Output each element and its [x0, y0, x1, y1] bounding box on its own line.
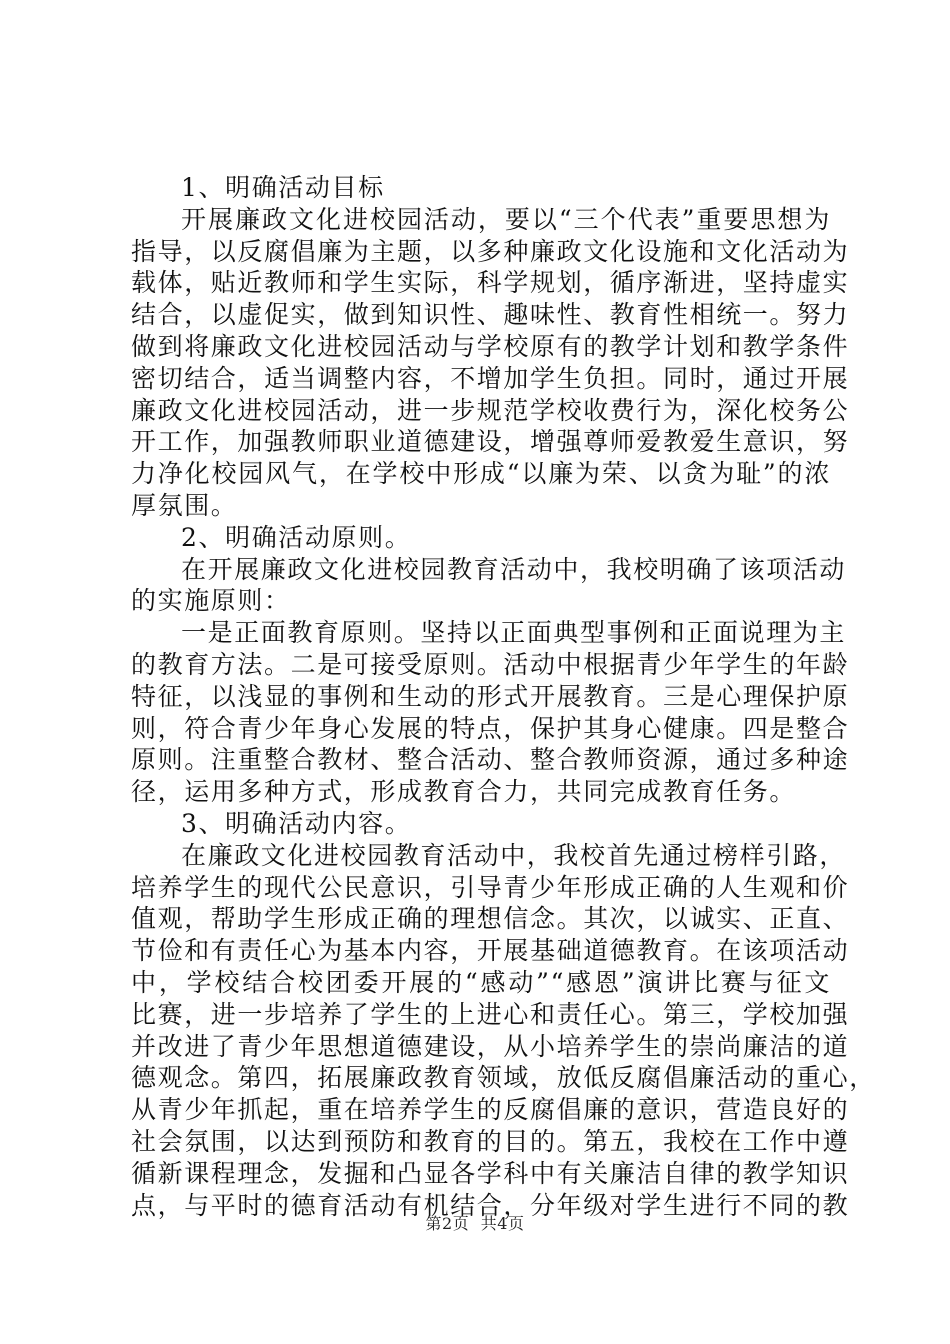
paragraph-line: 中，学校结合校团委开展的“感动”“感恩”演讲比赛与征文	[131, 967, 831, 997]
paragraph-line: 点，与平时的德育活动有机结合，分年级对学生进行不同的教	[131, 1190, 850, 1220]
heading-1: 1、明确活动目标	[181, 173, 385, 202]
paragraph-line: 的实施原则：	[131, 586, 291, 616]
heading-2: 2、明确活动原则。	[181, 522, 412, 552]
page-footer	[0, 1214, 950, 1234]
paragraph-line: 节俭和有责任心为基本内容，开展基础道德教育。在该项活动	[131, 936, 850, 966]
heading-3: 3、明确活动内容。	[181, 808, 412, 838]
paragraph-line: 在开展廉政文化进校园教育活动中，我校明确了该项活动	[181, 554, 847, 584]
paragraph-line: 原则。注重整合教材、整合活动、整合教师资源，通过多种途	[131, 745, 850, 775]
paragraph-line: 培养学生的现代公民意识，引导青少年形成正确的人生观和价	[131, 872, 850, 902]
paragraph-line: 廉政文化进校园活动，进一步规范学校收费行为，深化校务公	[131, 395, 850, 425]
paragraph-line: 开展廉政文化进校园活动，要以“三个代表”重要思想为	[181, 204, 831, 234]
paragraph-line: 开工作，加强教师职业道德建设，增强尊师爱教爱生意识，努	[131, 427, 850, 457]
paragraph-line: 一是正面教育原则。坚持以正面典型事例和正面说理为主	[181, 618, 847, 648]
paragraph-line: 做到将廉政文化进校园活动与学校原有的教学计划和教学条件	[131, 331, 850, 361]
paragraph-line: 比赛，进一步培养了学生的上进心和责任心。第三，学校加强	[131, 999, 850, 1029]
page-total: 共4页	[480, 1214, 525, 1233]
paragraph-line: 的教育方法。二是可接受原则。活动中根据青少年学生的年龄	[131, 649, 850, 679]
paragraph-line: 指导，以反腐倡廉为主题，以多种廉政文化设施和文化活动为	[131, 236, 850, 266]
paragraph-line: 则，符合青少年身心发展的特点，保护其身心健康。四是整合	[131, 713, 850, 743]
paragraph-line: 径，运用多种方式，形成教育合力，共同完成教育任务。	[131, 777, 797, 807]
paragraph-line: 并改进了青少年思想道德建设，从小培养学生的崇尚廉洁的道	[131, 1031, 850, 1061]
paragraph-line: 密切结合，适当调整内容，不增加学生负担。同时，通过开展	[131, 363, 850, 393]
paragraph-line: 特征，以浅显的事例和生动的形式开展教育。三是心理保护原	[131, 681, 850, 711]
paragraph-line: 在廉政文化进校园教育活动中，我校首先通过榜样引路，	[181, 840, 847, 870]
paragraph-line: 力净化校园风气，在学校中形成“以廉为荣、以贪为耻”的浓	[131, 459, 831, 489]
paragraph-line: 厚氛围。	[131, 490, 238, 520]
paragraph-line: 结合，以虚促实，做到知识性、趣味性、教育性相统一。努力	[131, 300, 850, 330]
paragraph-line: 从青少年抓起，重在培养学生的反腐倡廉的意识，营造良好的	[131, 1095, 850, 1125]
paragraph-line: 社会氛围，以达到预防和教育的目的。第五，我校在工作中遵	[131, 1126, 850, 1156]
document-body	[131, 172, 876, 1221]
paragraph-line: 循新课程理念，发掘和凸显各学科中有关廉洁自律的教学知识	[131, 1158, 850, 1188]
page-number: 第2页	[425, 1214, 470, 1233]
paragraph-line: 德观念。第四，拓展廉政教育领域，放低反腐倡廉活动的重心，	[131, 1063, 876, 1093]
paragraph-line: 值观，帮助学生形成正确的理想信念。其次，以诚实、正直、	[131, 904, 850, 934]
paragraph-line: 载体，贴近教师和学生实际，科学规划，循序渐进，坚持虚实	[131, 268, 850, 298]
